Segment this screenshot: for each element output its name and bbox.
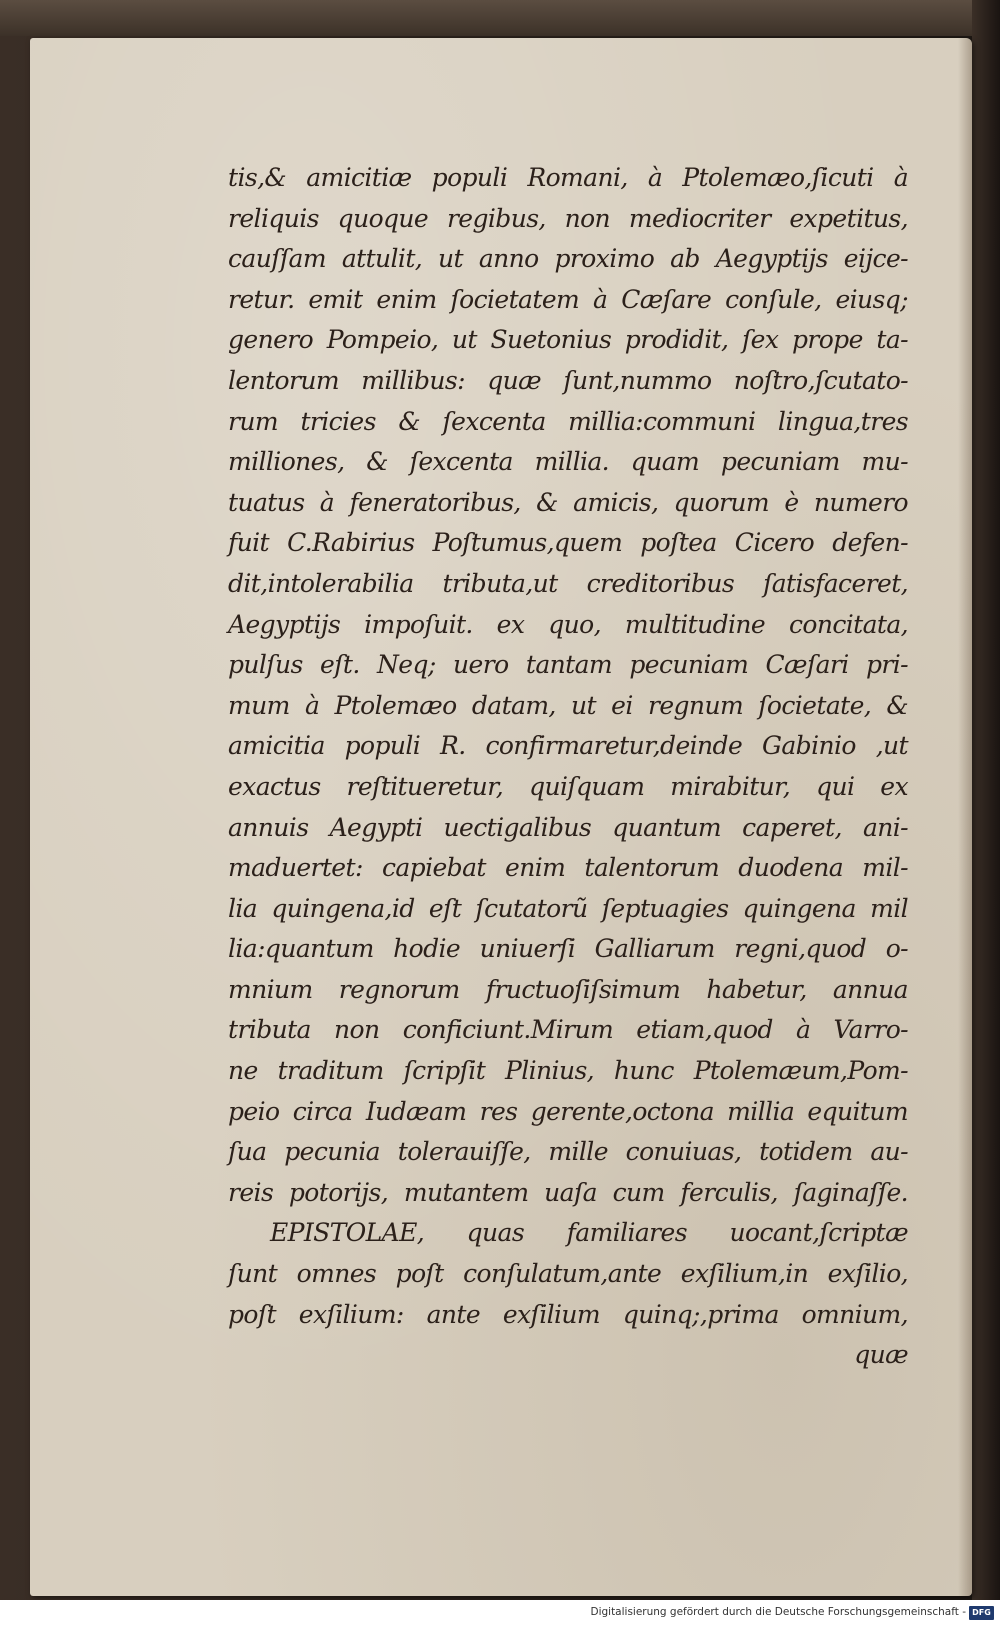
text-line: tuatus à feneratoribus, & amicis, quorum è numero (228, 487, 908, 517)
text-line: exactus reſtitueretur, quiſquam mirabitur, qui ex (228, 771, 908, 801)
text-line: ſua pecunia tolerauiſſe, mille conuiuas, totidem au- (228, 1137, 908, 1167)
catchword: quæ (854, 1340, 908, 1370)
page-edge-shadow (958, 38, 972, 1596)
text-line: mum à Ptolemæo datam, ut ei regnum ſocietate, & (228, 690, 908, 720)
text-line: pulſus eſt. Neq; uero tantam pecuniam Cæſari pri- (228, 650, 908, 680)
text-line: amicitia populi R. confirmaretur,deinde Gabinio ,ut (228, 731, 908, 761)
text-line: poſt exſilium: ante exſilium quinq;,prima omnium, (228, 1299, 908, 1329)
text-line: reis potorijs, mutantem uaſa cum ferculis, ſaginaſſe. (228, 1177, 908, 1207)
funding-notice: Digitalisierung gefördert durch die Deutsche Forschungsgemeinschaft - (590, 1606, 966, 1618)
text-line: lia:quantum hodie uniuerſi Galliarum regni,quod o- (228, 934, 908, 964)
text-line: Aegyptijs impoſuit. ex quo, multitudine concitata, (228, 609, 908, 639)
text-line: tributa non conficiunt.Mirum etiam,quod à Varro- (228, 1015, 908, 1045)
text-line: lentorum millibus: quæ ſunt,nummo noſtro,ſcutato- (228, 365, 908, 395)
text-line: dit,intolerabilia tributa,ut creditoribus ſatisfaceret, (228, 568, 908, 598)
text-line: EPISTOLAE, quas familiares uocant,ſcriptæ (270, 1218, 908, 1248)
text-line: milliones, & ſexcenta millia. quam pecuniam mu- (228, 447, 908, 477)
text-line: annuis Aegypti uectigalibus quantum caperet, ani- (228, 812, 908, 842)
text-line: genero Pompeio, ut Suetonius prodidit, ſex prope ta- (228, 325, 908, 355)
dfg-logo-icon: DFG (969, 1606, 994, 1620)
page-text-block (228, 158, 908, 1376)
scanner-top-edge (0, 0, 1000, 36)
text-line: rum tricies & ſexcenta millia:communi lingua,tres (228, 406, 908, 436)
text-line: ne traditum ſcripſit Plinius, hunc Ptolemæum,Pom- (228, 1056, 908, 1086)
text-line: reliquis quoque regibus, non mediocriter expetitus, (228, 203, 908, 233)
text-line: cauſſam attulit, ut anno proximo ab Aegyptijs eijce- (228, 244, 908, 274)
text-line: mnium regnorum fructuoſiſsimum habetur, annua (228, 974, 908, 1004)
text-line: maduertet: capiebat enim talentorum duodena mil- (228, 853, 908, 883)
text-line: peio circa Iudæam res gerente,octona millia equitum (228, 1096, 908, 1126)
digitization-footer (0, 1600, 1000, 1627)
text-line: tis,& amicitiæ populi Romani, à Ptolemæo,ſicuti à (228, 163, 908, 192)
text-line: fuit C.Rabirius Poſtumus,quem poſtea Cicero defen- (228, 528, 908, 558)
text-line: lia quingena,id eſt ſcutatorũ ſeptuagies quingena mil (228, 893, 908, 923)
text-line: retur. emit enim ſocietatem à Cæſare conſule, eiusq; (228, 284, 908, 314)
scanner-right-edge (972, 0, 1000, 1600)
text-line: ſunt omnes poſt conſulatum,ante exſilium,in exſilio, (228, 1259, 908, 1289)
